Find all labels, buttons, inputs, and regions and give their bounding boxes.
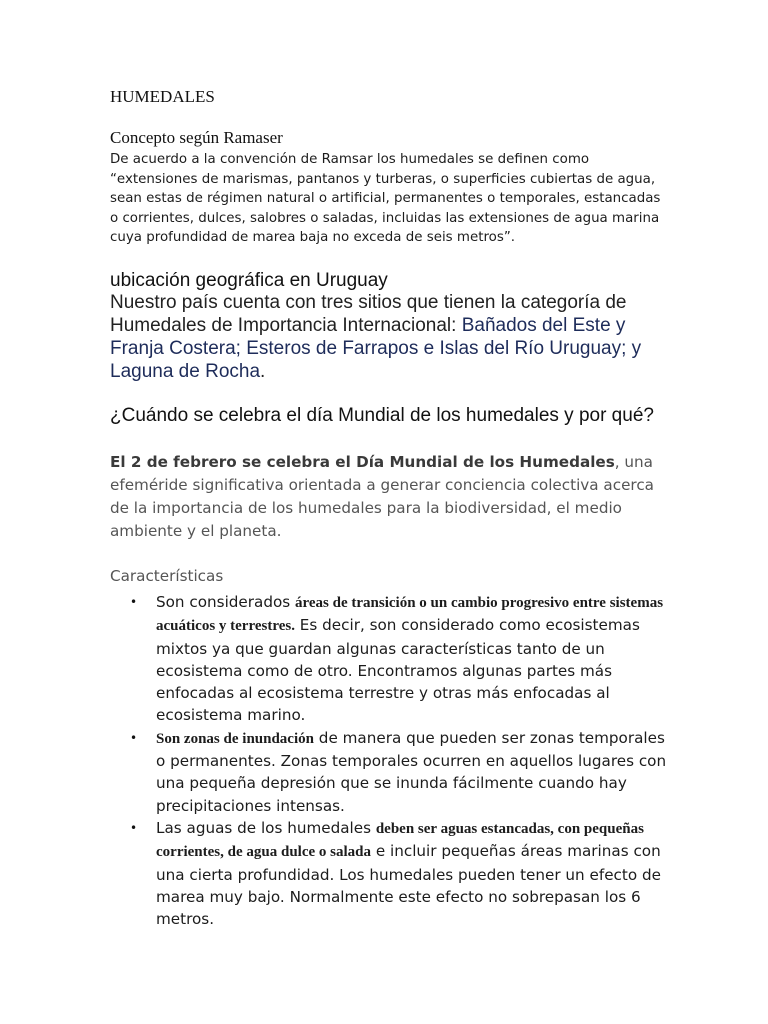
item-text-post: de manera que pueden ser zonas temporales o permanentes. Zonas temporales ocurren en aquellos lugares con una pequeña depresión que se inunda fácilmente cuando hay precipitaciones intensas. (156, 728, 667, 815)
list-item (130, 591, 670, 727)
geography-paragraph (110, 291, 670, 383)
item-text-post: Es decir, son considerado como ecosistemas mixtos ya que guardan algunas características tanto de un ecosistema como de otro. Encontramos algunas partes más enfocadas al ecosistema terrestre y otras más enfocadas al ecosistema marino. (156, 616, 640, 725)
list-item (130, 727, 670, 817)
bullet-icon: • (130, 595, 138, 609)
item-text-pre: Son considerados (156, 593, 295, 611)
characteristics-list (130, 591, 670, 930)
bullet-icon: • (130, 820, 138, 835)
item-text-post: e incluir pequeñas áreas marinas con una cierta profundidad. Los humedales pueden tener un efecto de marea muy bajo. Normalmente este efecto no sobrepasan los 6 metros. (156, 842, 661, 929)
bullet-icon: • (130, 730, 138, 745)
concept-paragraph: De acuerdo a la convención de Ramsar los humedales se definen como “extensiones de marismas, pantanos y turberas, o superficies cubiertas de agua, sean estas de régimen natural o artificial, permanentes o temporales, estancadas o corrientes, dulces, salobres o saladas, incluidas las extensiones de agua marina cuya profundidad de marea baja no exceda de seis metros”. (110, 152, 661, 246)
item-text-bold: áreas de transición o un cambio progresivo entre sistemas acuáticos y terrestres. (156, 595, 664, 635)
geography-sites: Bañados del Este y Franja Costera; Esteros de Farrapos e Islas del Río Uruguay; y Laguna de Rocha (110, 315, 642, 382)
item-text-bold: Son zonas de inundación (156, 730, 314, 747)
geography-end: . (260, 361, 266, 382)
document-title: HUMEDALES (110, 87, 215, 106)
list-item (130, 817, 670, 930)
world-day-answer-bold: El 2 de febrero se celebra el Día Mundial de los Humedales (110, 453, 615, 471)
characteristics-heading: Características (110, 567, 224, 585)
world-day-paragraph (110, 451, 670, 543)
item-text-pre: Las aguas de los humedales (156, 818, 376, 837)
concept-heading: Concepto según Ramaser (110, 128, 283, 147)
geography-intro: Nuestro país cuenta con tres sitios que tienen la categoría de Humedales de Importancia Internacional: (110, 292, 627, 336)
geography-heading: ubicación geográfica en Uruguay (110, 270, 388, 291)
world-day-answer-rest: , una efeméride significativa orientada a generar conciencia colectiva acerca de la importancia de los humedales para la biodiversidad, el medio ambiente y el planeta. (110, 453, 654, 540)
world-day-question: ¿Cuándo se celebra el día Mundial de los humedales y por qué? (110, 405, 654, 426)
item-text-bold: deben ser aguas estancadas, con pequeñas corrientes, de agua dulce o salada (156, 820, 644, 861)
